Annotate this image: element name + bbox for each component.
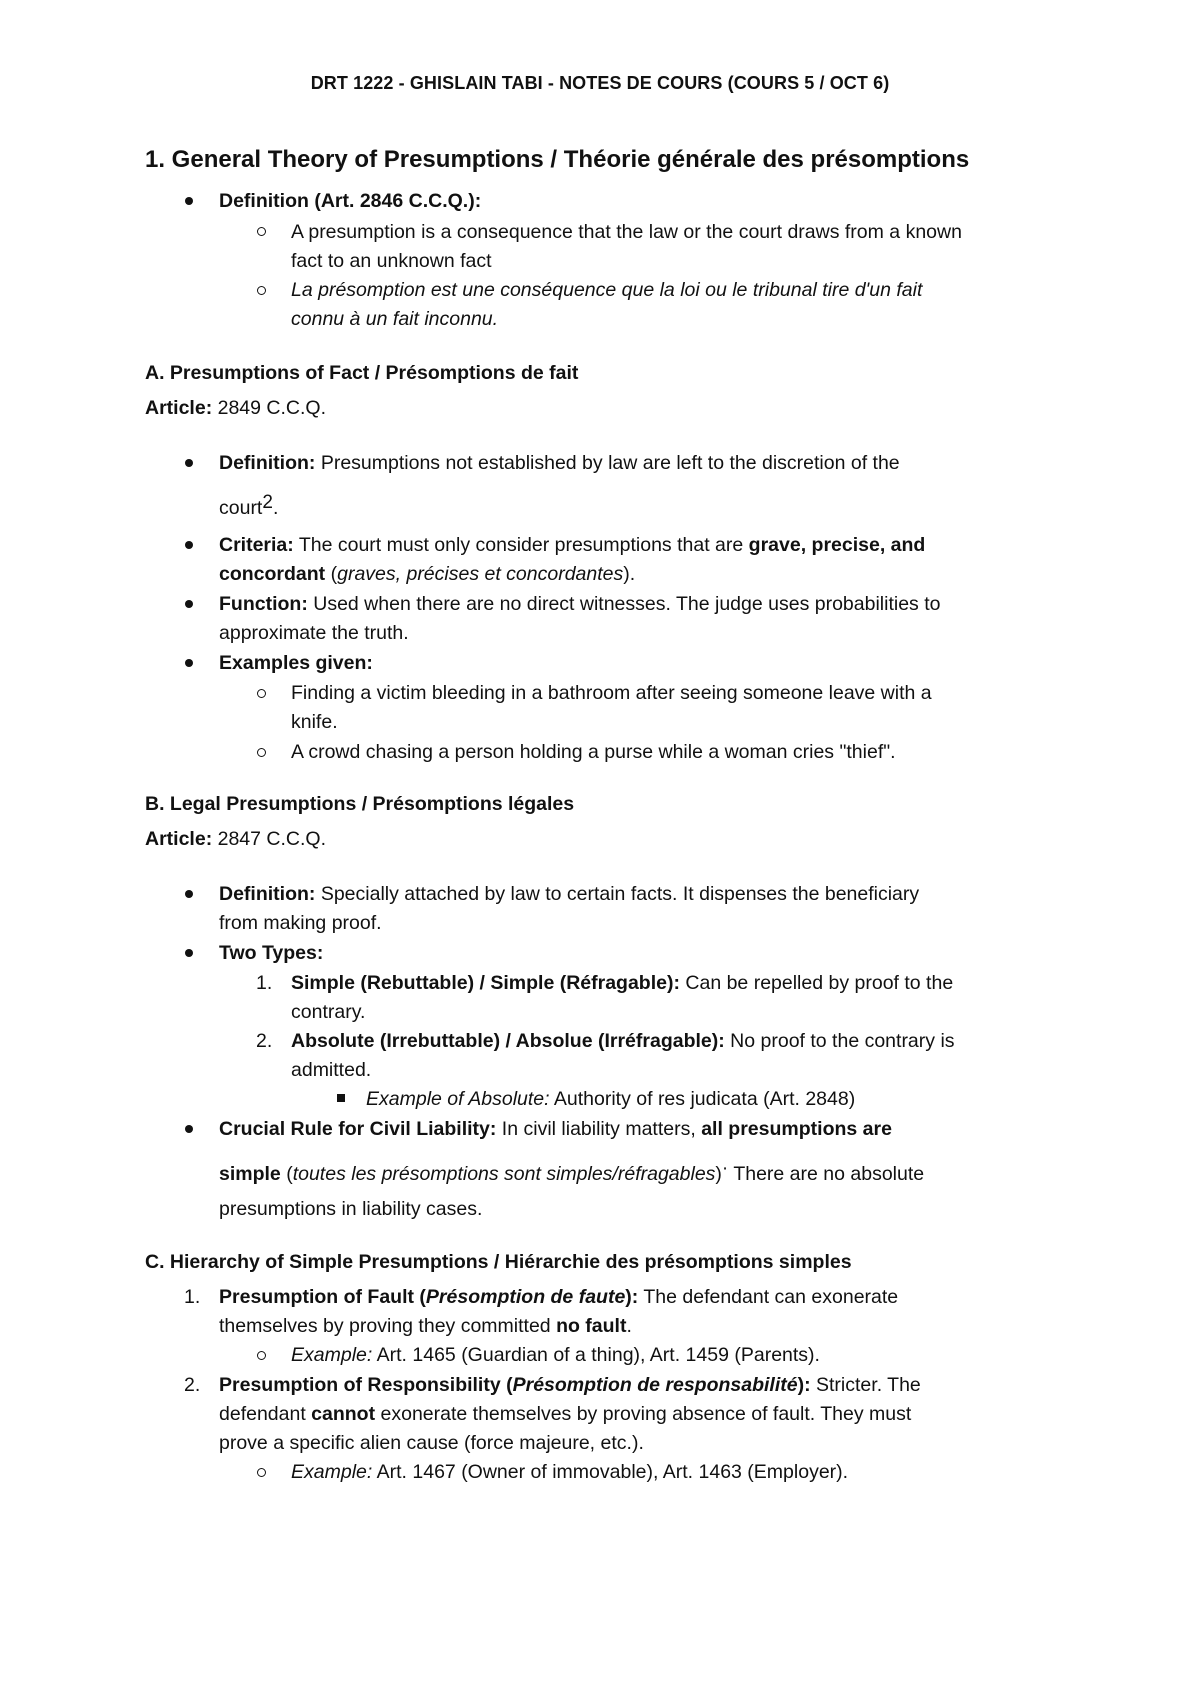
- type-simple-text: Can be repelled by proof to the: [679, 972, 954, 994]
- definition-cont: court: [219, 497, 263, 519]
- criteria-text: The court must only consider presumptions that are: [293, 534, 749, 556]
- article-label: Article:: [145, 397, 213, 419]
- absolute-example: [366, 1087, 855, 1111]
- example-1-line1: Finding a victim bleeding in a bathroom after seeing someone leave with a: [291, 682, 932, 704]
- criteria-label: Criteria:: [219, 534, 294, 556]
- section-a-criteria: [219, 533, 925, 557]
- section-a-definition-cont: [219, 492, 279, 521]
- definition-end: .: [272, 497, 279, 519]
- section-a-definition: [219, 451, 900, 475]
- example-label: Example:: [291, 1344, 373, 1366]
- document-title: DRT 1222 - GHISLAIN TABI - NOTES DE COURS (COURS 5 / OCT 6): [310, 73, 890, 93]
- crucial-rule-label: Crucial Rule for Civil Liability:: [219, 1118, 497, 1140]
- type-absolute-cont: admitted.: [291, 1059, 372, 1081]
- example-text: Art. 1467 (Owner of immovable), Art. 1463 (Employer).: [372, 1461, 849, 1483]
- article-value: 2849 C.C.Q.: [212, 397, 326, 419]
- circle-bullet-icon: [257, 1468, 266, 1477]
- list-number: 1.: [184, 1286, 201, 1308]
- bullet-icon: [185, 949, 193, 957]
- criteria-text-3: ).: [623, 563, 636, 585]
- bullet-icon: [185, 459, 193, 467]
- bullet-icon: [185, 541, 193, 549]
- crucial-rule-cont-2: presumptions in liability cases.: [219, 1198, 483, 1220]
- crucial-rule-text-2: (: [280, 1163, 293, 1185]
- presumption-fault-example: [291, 1343, 820, 1367]
- presumption-fault-bold: no fault: [556, 1315, 627, 1337]
- footnote-marker: ·: [721, 1158, 729, 1179]
- definition-label: Definition (Art. 2846 C.C.Q.):: [219, 190, 482, 212]
- absolute-example-label: Example of Absolute:: [366, 1088, 550, 1110]
- crucial-rule-text-3: ): [715, 1163, 722, 1185]
- presumption-fault-cont-end: .: [626, 1315, 632, 1337]
- definition-label: Definition:: [219, 452, 316, 474]
- section-b-definition: [219, 882, 919, 906]
- presumption-fault-text: The defendant can exonerate: [638, 1286, 899, 1308]
- circle-bullet-icon: [257, 227, 266, 236]
- bullet-icon: [185, 600, 193, 608]
- criteria-bold-2: concordant: [219, 563, 326, 585]
- square-bullet-icon: [337, 1094, 345, 1102]
- definition-text: Specially attached by law to certain facts. It dispenses the beneficiary: [315, 883, 920, 905]
- criteria-italic: graves, précises et concordantes: [337, 563, 624, 585]
- section-b-definition-cont: from making proof.: [219, 912, 382, 934]
- type-absolute: [291, 1029, 955, 1053]
- function-label: Function:: [219, 593, 308, 615]
- type-absolute-label: Absolute (Irrebuttable) / Absolue (Irréfragable):: [291, 1030, 725, 1052]
- circle-bullet-icon: [257, 748, 266, 757]
- definition-label: Definition:: [219, 883, 316, 905]
- bullet-icon: [185, 659, 193, 667]
- crucial-rule-italic: toutes les présomptions sont simples/réfragables: [292, 1163, 716, 1185]
- example-label: Example:: [291, 1461, 373, 1483]
- presumption-fault-cont: [219, 1314, 632, 1338]
- example-text: Art. 1465 (Guardian of a thing), Art. 1459 (Parents).: [372, 1344, 820, 1366]
- crucial-rule-text-4: There are no absolute: [728, 1163, 925, 1185]
- examples-label: Examples given:: [219, 652, 373, 674]
- presumption-responsibility-label: Presumption of Responsibility (: [219, 1374, 513, 1396]
- two-types-label: Two Types:: [219, 942, 324, 964]
- presumption-fault-label: Presumption of Fault (: [219, 1286, 426, 1308]
- presumption-fault-italic: Présomption de faute: [425, 1286, 626, 1308]
- bullet-icon: [185, 1125, 193, 1133]
- presumption-responsibility-label-end: ):: [797, 1374, 811, 1396]
- example-2: A crowd chasing a person holding a purse while a woman cries "thief".: [291, 741, 896, 763]
- section-b-article: [145, 827, 326, 851]
- footnote-marker: 2: [262, 492, 273, 513]
- criteria-text-2: (: [325, 563, 338, 585]
- type-simple: [291, 971, 953, 995]
- type-absolute-text: No proof to the contrary is: [724, 1030, 955, 1052]
- presumption-responsibility-text: Stricter. The: [810, 1374, 921, 1396]
- presumption-responsibility-cont-b: exonerate themselves by proving absence of fault. They must: [375, 1403, 912, 1425]
- circle-bullet-icon: [257, 689, 266, 698]
- definition-french-line2: connu à un fait inconnu.: [291, 308, 499, 330]
- bullet-icon: [185, 197, 193, 205]
- section-c-heading: C. Hierarchy of Simple Presumptions / Hiérarchie des présomptions simples: [145, 1251, 852, 1273]
- crucial-rule-cont: [219, 1158, 925, 1187]
- article-label: Article:: [145, 828, 213, 850]
- crucial-rule-bold: all presumptions are: [701, 1118, 892, 1140]
- crucial-rule: [219, 1117, 892, 1141]
- section-a-article: [145, 396, 326, 420]
- type-simple-label: Simple (Rebuttable) / Simple (Réfragable):: [291, 972, 680, 994]
- absolute-example-text: Authority of res judicata (Art. 2848): [549, 1088, 856, 1110]
- example-1-line2: knife.: [291, 711, 338, 733]
- crucial-rule-bold-2: simple: [219, 1163, 281, 1185]
- list-number: 1.: [256, 972, 273, 994]
- presumption-responsibility-cont-2: prove a specific alien cause (force majeure, etc.).: [219, 1432, 644, 1454]
- section-a-function: [219, 592, 940, 616]
- section-a-heading: A. Presumptions of Fact / Présomptions de fait: [145, 362, 579, 384]
- function-text: Used when there are no direct witnesses. The judge uses probabilities to: [307, 593, 941, 615]
- list-number: 2.: [256, 1030, 273, 1052]
- definition-text: Presumptions not established by law are left to the discretion of the: [315, 452, 900, 474]
- presumption-responsibility: [219, 1373, 921, 1397]
- presumption-fault-label-end: ):: [625, 1286, 639, 1308]
- circle-bullet-icon: [257, 1351, 266, 1360]
- definition-english-line2: fact to an unknown fact: [291, 250, 492, 272]
- bullet-icon: [185, 890, 193, 898]
- section-a-function-cont: approximate the truth.: [219, 622, 409, 644]
- presumption-fault: [219, 1285, 898, 1309]
- list-number: 2.: [184, 1374, 201, 1396]
- presumption-fault-cont-text: themselves by proving they committed: [219, 1315, 557, 1337]
- presumption-responsibility-cont: [219, 1402, 911, 1426]
- definition-english-line1: A presumption is a consequence that the law or the court draws from a known: [291, 221, 962, 243]
- circle-bullet-icon: [257, 286, 266, 295]
- definition-french-line1: La présomption est une conséquence que la loi ou le tribunal tire d'un fait: [291, 279, 923, 301]
- section-1-heading: 1. General Theory of Presumptions / Théorie générale des présomptions: [145, 146, 970, 173]
- article-value: 2847 C.C.Q.: [212, 828, 326, 850]
- section-a-criteria-cont: [219, 562, 635, 586]
- presumption-responsibility-cont-a: defendant: [219, 1403, 312, 1425]
- type-simple-cont: contrary.: [291, 1001, 366, 1023]
- crucial-rule-text: In civil liability matters,: [496, 1118, 702, 1140]
- section-b-heading: B. Legal Presumptions / Présomptions légales: [145, 793, 575, 815]
- criteria-bold: grave, precise, and: [748, 534, 926, 556]
- presumption-responsibility-example: [291, 1460, 848, 1484]
- presumption-responsibility-italic: Présomption de responsabilité: [512, 1374, 798, 1396]
- presumption-responsibility-bold: cannot: [311, 1403, 376, 1425]
